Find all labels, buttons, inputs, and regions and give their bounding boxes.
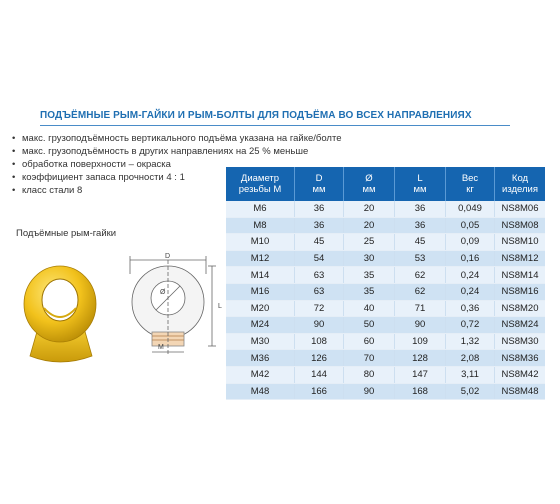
table-cell: 36 bbox=[395, 201, 446, 217]
table-cell: 147 bbox=[395, 366, 446, 383]
drawing-label-m: M bbox=[158, 344, 164, 351]
table-cell: 90 bbox=[344, 383, 395, 400]
table-cell: 0,05 bbox=[446, 217, 495, 234]
table-row bbox=[226, 201, 545, 217]
table-row bbox=[226, 317, 545, 334]
drawing-label-l: L bbox=[218, 303, 222, 310]
table-cell: 45 bbox=[395, 234, 446, 251]
table-cell: 0,36 bbox=[446, 300, 495, 317]
col-header-weight: Вес кг bbox=[446, 167, 495, 201]
table-row bbox=[226, 300, 545, 317]
table-cell: M8 bbox=[226, 217, 295, 234]
table-cell: NS8M12 bbox=[495, 250, 546, 267]
table-row bbox=[226, 333, 545, 350]
table-cell: M6 bbox=[226, 201, 295, 217]
table-cell: 108 bbox=[295, 333, 344, 350]
table-row bbox=[226, 350, 545, 367]
table-cell: 20 bbox=[344, 217, 395, 234]
col-header-thread: Диаметр резьбы М bbox=[226, 167, 295, 201]
table-row bbox=[226, 234, 545, 251]
spec-table-header bbox=[226, 167, 545, 201]
drawing-label-phi: Ø bbox=[160, 289, 166, 296]
feature-item: • макс. грузоподъёмность в других направлениях на 25 % меньше bbox=[12, 145, 341, 158]
table-cell: 40 bbox=[344, 300, 395, 317]
table-cell: 90 bbox=[295, 317, 344, 334]
table-cell: M30 bbox=[226, 333, 295, 350]
image-caption: Подъёмные рым-гайки bbox=[16, 228, 117, 239]
table-cell: 5,02 bbox=[446, 383, 495, 400]
table-cell: 0,049 bbox=[446, 201, 495, 217]
drawing-label-d: D bbox=[165, 253, 171, 260]
table-cell: 36 bbox=[295, 217, 344, 234]
table-cell: 25 bbox=[344, 234, 395, 251]
table-cell: M42 bbox=[226, 366, 295, 383]
table-cell: M24 bbox=[226, 317, 295, 334]
table-cell: 166 bbox=[295, 383, 344, 400]
table-cell: M14 bbox=[226, 267, 295, 284]
table-cell: 90 bbox=[395, 317, 446, 334]
table-cell: 36 bbox=[395, 217, 446, 234]
table-cell: 35 bbox=[344, 267, 395, 284]
table-cell: 54 bbox=[295, 250, 344, 267]
table-cell: NS8M14 bbox=[495, 267, 546, 284]
table-cell: 0,16 bbox=[446, 250, 495, 267]
feature-item: • класс стали 8 bbox=[12, 184, 341, 197]
table-cell: 45 bbox=[295, 234, 344, 251]
table-cell: 168 bbox=[395, 383, 446, 400]
table-cell: NS8M08 bbox=[495, 217, 546, 234]
col-header-code: Код изделия bbox=[495, 167, 546, 201]
table-cell: 53 bbox=[395, 250, 446, 267]
table-cell: 109 bbox=[395, 333, 446, 350]
table-cell: 20 bbox=[344, 201, 395, 217]
table-cell: M48 bbox=[226, 383, 295, 400]
table-cell: 35 bbox=[344, 283, 395, 300]
table-cell: NS8M16 bbox=[495, 283, 546, 300]
table-cell: NS8M30 bbox=[495, 333, 546, 350]
table-cell: NS8M36 bbox=[495, 350, 546, 367]
table-row bbox=[226, 283, 545, 300]
feature-item: • коэффициент запаса прочности 4 : 1 bbox=[12, 171, 341, 184]
table-cell: M10 bbox=[226, 234, 295, 251]
eye-nut-photo bbox=[8, 256, 113, 371]
table-cell: NS8M06 bbox=[495, 201, 546, 217]
table-row bbox=[226, 366, 545, 383]
table-cell: 0,09 bbox=[446, 234, 495, 251]
table-cell: 3,11 bbox=[446, 366, 495, 383]
table-cell: M12 bbox=[226, 250, 295, 267]
table-cell: 50 bbox=[344, 317, 395, 334]
table-cell: NS8M10 bbox=[495, 234, 546, 251]
table-cell: 1,32 bbox=[446, 333, 495, 350]
table-cell: 0,24 bbox=[446, 267, 495, 284]
feature-item: • обработка поверхности – окраска bbox=[12, 158, 341, 171]
table-cell: 2,08 bbox=[446, 350, 495, 367]
page-title: ПОДЪЁМНЫЕ РЫМ-ГАЙКИ И РЫМ-БОЛТЫ ДЛЯ ПОДЪЁМА ВО ВСЕХ НАПРАВЛЕНИЯХ bbox=[40, 110, 510, 126]
table-cell: 63 bbox=[295, 267, 344, 284]
table-cell: M20 bbox=[226, 300, 295, 317]
table-cell: 80 bbox=[344, 366, 395, 383]
table-cell: 30 bbox=[344, 250, 395, 267]
col-header-l: L мм bbox=[395, 167, 446, 201]
table-row bbox=[226, 383, 545, 400]
table-cell: 70 bbox=[344, 350, 395, 367]
col-header-phi: Ø мм bbox=[344, 167, 395, 201]
table-cell: M16 bbox=[226, 283, 295, 300]
table-cell: 71 bbox=[395, 300, 446, 317]
spec-table bbox=[226, 167, 545, 400]
col-header-d: D мм bbox=[295, 167, 344, 201]
table-cell: 63 bbox=[295, 283, 344, 300]
table-cell: 144 bbox=[295, 366, 344, 383]
table-cell: 0,72 bbox=[446, 317, 495, 334]
table-cell: 128 bbox=[395, 350, 446, 367]
table-cell: NS8M24 bbox=[495, 317, 546, 334]
table-cell: 72 bbox=[295, 300, 344, 317]
table-cell: 62 bbox=[395, 267, 446, 284]
table-cell: 126 bbox=[295, 350, 344, 367]
table-cell: NS8M20 bbox=[495, 300, 546, 317]
dimension-drawing bbox=[118, 250, 230, 358]
feature-item: • макс. грузоподъёмность вертикального подъёма указана на гайке/болте bbox=[12, 132, 341, 145]
table-row bbox=[226, 250, 545, 267]
table-cell: NS8M48 bbox=[495, 383, 546, 400]
table-cell: NS8M42 bbox=[495, 366, 546, 383]
table-row bbox=[226, 267, 545, 284]
table-cell: M36 bbox=[226, 350, 295, 367]
table-cell: 60 bbox=[344, 333, 395, 350]
table-cell: 0,24 bbox=[446, 283, 495, 300]
table-cell: 36 bbox=[295, 201, 344, 217]
table-row bbox=[226, 217, 545, 234]
table-cell: 62 bbox=[395, 283, 446, 300]
